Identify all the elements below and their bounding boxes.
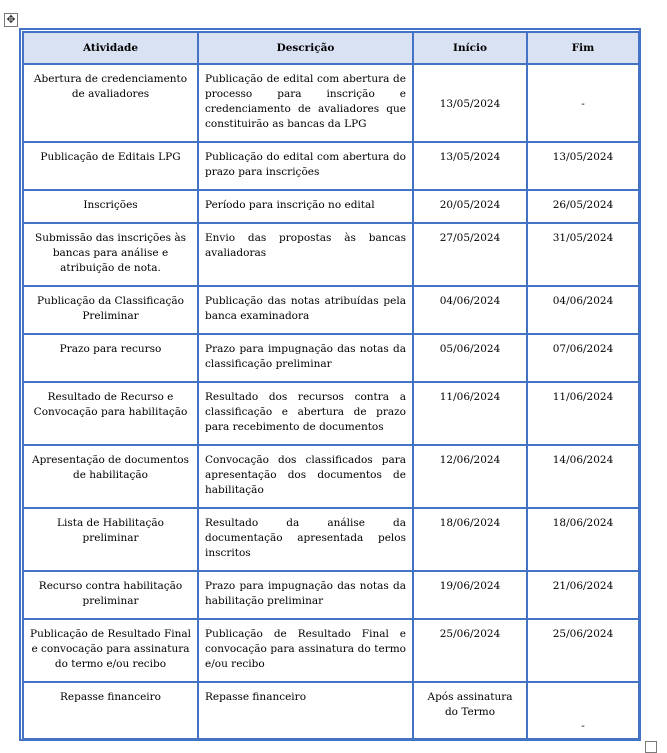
cell-descricao: Publicação de edital com abertura de processo para inscrição e credenciamento de avaliadores que constituirão as bancas da LPG: [198, 64, 413, 142]
cell-inicio: 13/05/2024: [413, 142, 527, 190]
table-row: [23, 571, 639, 619]
table-header-row: [23, 32, 639, 64]
cell-atividade: Publicação de Editais LPG: [23, 142, 198, 190]
cell-inicio: 04/06/2024: [413, 286, 527, 334]
table-resize-handle[interactable]: [645, 741, 657, 753]
cell-descricao: Período para inscrição no edital: [198, 190, 413, 223]
header-descricao: Descrição: [198, 32, 413, 64]
cell-fim: 31/05/2024: [527, 223, 639, 286]
cell-descricao: Prazo para impugnação das notas da classificação preliminar: [198, 334, 413, 382]
cell-fim: -: [527, 682, 639, 739]
cell-atividade: Apresentação de documentos de habilitação: [23, 445, 198, 508]
cell-descricao: Publicação das notas atribuídas pela banca examinadora: [198, 286, 413, 334]
cell-atividade: Submissão das inscrições às bancas para análise e atribuição de nota.: [23, 223, 198, 286]
cell-fim: 21/06/2024: [527, 571, 639, 619]
cell-atividade: Publicação de Resultado Final e convocação para assinatura do termo e/ou recibo: [23, 619, 198, 682]
cell-descricao: Repasse financeiro: [198, 682, 413, 739]
cell-descricao: Envio das propostas às bancas avaliadoras: [198, 223, 413, 286]
schedule-table: [22, 31, 640, 740]
cell-inicio: 12/06/2024: [413, 445, 527, 508]
cell-descricao: Resultado dos recursos contra a classificação e abertura de prazo para recebimento de documentos: [198, 382, 413, 445]
cell-fim: 11/06/2024: [527, 382, 639, 445]
header-fim: Fim: [527, 32, 639, 64]
table-move-handle-icon[interactable]: ✥: [4, 13, 18, 27]
cell-inicio: Após assinatura do Termo: [413, 682, 527, 739]
cell-descricao: Prazo para impugnação das notas da habilitação preliminar: [198, 571, 413, 619]
table-row: [23, 64, 639, 142]
table-row: [23, 190, 639, 223]
table-row: [23, 223, 639, 286]
table-row: [23, 682, 639, 739]
cell-fim: 26/05/2024: [527, 190, 639, 223]
cell-descricao: Resultado da análise da documentação apresentada pelos inscritos: [198, 508, 413, 571]
table-row: [23, 286, 639, 334]
cell-descricao: Publicação do edital com abertura do prazo para inscrições: [198, 142, 413, 190]
cell-atividade: Recurso contra habilitação preliminar: [23, 571, 198, 619]
cell-fim: 25/06/2024: [527, 619, 639, 682]
table-row: [23, 445, 639, 508]
cell-inicio: 05/06/2024: [413, 334, 527, 382]
cell-atividade: Repasse financeiro: [23, 682, 198, 739]
cell-descricao: Convocação dos classificados para apresentação dos documentos de habilitação: [198, 445, 413, 508]
cell-atividade: Prazo para recurso: [23, 334, 198, 382]
cell-fim: 07/06/2024: [527, 334, 639, 382]
cell-descricao: Publicação de Resultado Final e convocação para assinatura do termo e/ou recibo: [198, 619, 413, 682]
cell-inicio: 20/05/2024: [413, 190, 527, 223]
cell-fim: 18/06/2024: [527, 508, 639, 571]
cell-inicio: 13/05/2024: [413, 64, 527, 142]
cell-fim: -: [527, 64, 639, 142]
cell-atividade: Publicação da Classificação Preliminar: [23, 286, 198, 334]
table-row: [23, 619, 639, 682]
cell-inicio: 11/06/2024: [413, 382, 527, 445]
header-atividade: Atividade: [23, 32, 198, 64]
table-row: [23, 334, 639, 382]
cell-atividade: Lista de Habilitação preliminar: [23, 508, 198, 571]
cell-atividade: Inscrições: [23, 190, 198, 223]
cell-atividade: Abertura de credenciamento de avaliadores: [23, 64, 198, 142]
cell-inicio: 27/05/2024: [413, 223, 527, 286]
cell-fim: 14/06/2024: [527, 445, 639, 508]
cell-fim: 13/05/2024: [527, 142, 639, 190]
cell-inicio: 19/06/2024: [413, 571, 527, 619]
table-row: [23, 382, 639, 445]
cell-fim: 04/06/2024: [527, 286, 639, 334]
cell-inicio: 25/06/2024: [413, 619, 527, 682]
header-inicio: Início: [413, 32, 527, 64]
cell-inicio: 18/06/2024: [413, 508, 527, 571]
table-row: [23, 508, 639, 571]
table-row: [23, 142, 639, 190]
cell-atividade: Resultado de Recurso e Convocação para habilitação: [23, 382, 198, 445]
